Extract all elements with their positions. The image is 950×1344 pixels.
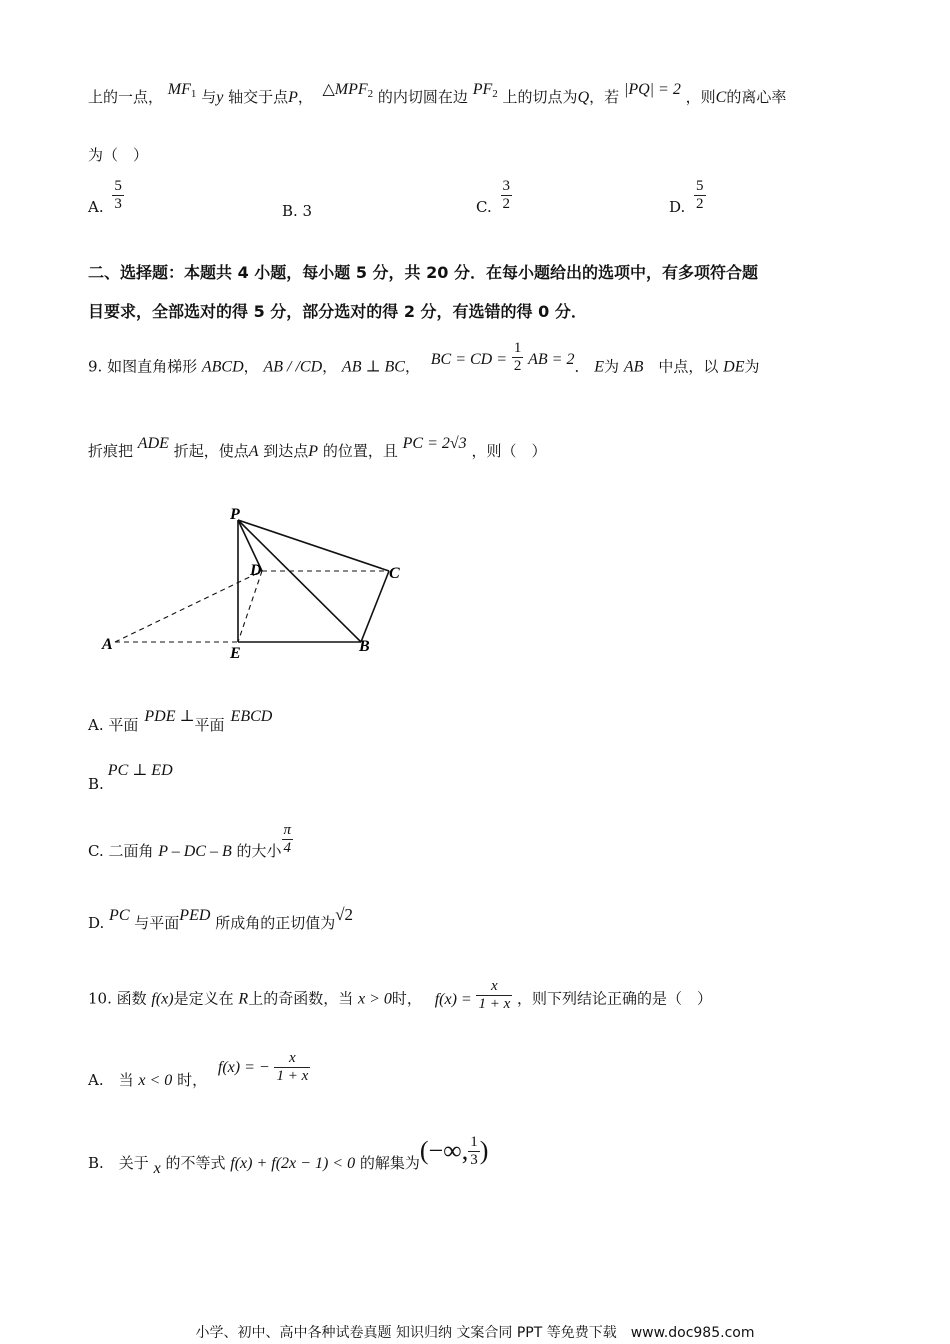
section2-heading-line2: 目要求，全部选对的得 5 分，部分选对的得 2 分，有选错的得 0 分． (88, 302, 587, 321)
q9-option-b: B.PC ⊥ ED (88, 762, 173, 793)
q9-option-a: A. 平面 PDE ⊥平面 EBCD (88, 708, 273, 734)
q10-line1: 10. 函数 f(x)是定义在 R上的奇函数，当 x > 0时， f(x) = $\frac{x}{1 + x}$ ，则下列结论正确的是（ ） (88, 978, 713, 1012)
q9-line2: 折痕把 ADE 折起，使点A 到达点P 的位置，且 PC = 2√3 ，则（ ） (88, 435, 547, 460)
math-triangle-mpf2: $\triangle MPF_2$ (322, 81, 374, 100)
q8-option-c: C. $\frac{3}{2}$ (476, 178, 510, 216)
label-d: D (250, 562, 262, 579)
math-mf1: $MF_1$ (167, 81, 197, 100)
page-footer: 小学、初中、高中各种试卷真题 知识归纳 文案合同 PPT 等免费下载 www.doc985.com (195, 1325, 755, 1341)
label-c: C (389, 565, 400, 582)
q8-option-a: A. $\frac{5}{3}$ (88, 178, 122, 216)
edge-pb (238, 520, 361, 642)
q8-line2: 为（ ） (88, 146, 149, 164)
q9-figure (95, 500, 425, 665)
label-a: A (102, 636, 113, 653)
q8-line1: 上的一点， $MF_1$ 与y 轴交于点P， $\triangle MPF_2$ 的内切圆在边 $PF_2$ 上的切点为Q，若 |PQ| = 2 ，则C的离心率 (88, 81, 787, 106)
section2-heading-line1: 二、选择题：本题共 4 小题，每小题 5 分，共 20 分．在每小题给出的选项中，有多项符合题 (88, 263, 758, 282)
q9-option-c: C. 二面角 P – DC – B 的大小 $\frac{\pi}{4}$ (88, 822, 292, 860)
math-pf2: $PF_2$ (472, 81, 498, 100)
label-p: P (230, 506, 240, 523)
q9-option-d: D. PC 与平面PED 所成角的正切值为√2 (88, 905, 354, 932)
q8-option-b: B. 3 (282, 202, 313, 220)
math-pq: |PQ| = 2 (623, 81, 681, 98)
q10-option-b: B. 关于 x 的不等式 f(x) + f(2x − 1) < 0 的解集为(−∞, $\frac{1}{3}$ ) (88, 1133, 489, 1177)
edge-bc (361, 571, 389, 642)
q9-line1: 9. 如图直角梯形 ABCD， AB / /CD， AB ⊥ BC， BC = CD = $\frac{1}{2}$ AB = 2． E为 AB 中点，以 DE为 (88, 340, 760, 376)
edge-ad (115, 571, 262, 642)
q8-option-d: D. $\frac{5}{2}$ (669, 178, 704, 216)
label-e: E (230, 645, 241, 662)
q10-option-a: A. 当 x < 0 时， f(x) = − $\frac{x}{1 + x}$ (88, 1050, 309, 1089)
edge-de (238, 571, 262, 642)
label-b: B (359, 638, 370, 655)
